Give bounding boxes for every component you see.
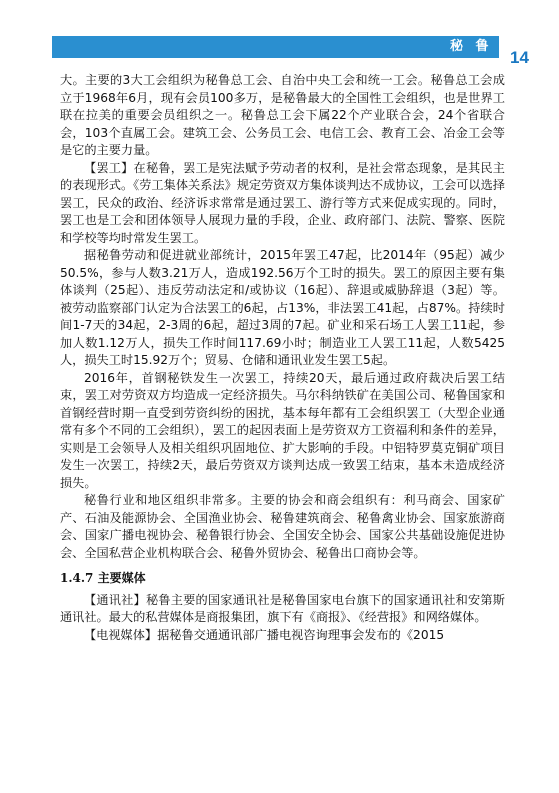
section-heading: 1.4.7 主要媒体 (60, 571, 146, 585)
paragraph-news-agency: 【通讯社】秘鲁主要的国家通讯社是秘鲁国家电台旗下的国家通讯社和安第斯通讯社。最大的私营媒体是商报集团，旗下有《商报》、《经营报》和网络媒体。 (60, 592, 505, 624)
paragraph-tv-media: 【电视媒体】据秘鲁交通通讯部广播电视咨询理事会发布的《2015 (84, 627, 445, 642)
paragraph-strike-stats: 据秘鲁劳动和促进就业部统计，2015年罢工47起，比2014年（95起）减少50.5%，参与人数3.21万人，造成192.56万个工时的损失。罢工的原因主要有集体谈判（25起）、违反劳动法定和/或协议（16起）、辞退或威胁辞退（3起）等。被劳动监察部门认定为合法罢工的6起，占13%，非法罢工41起，占87%。持续时间1-7天的34起，2-3周的6起，超过3周的7起。矿业和采石场工人罢工11起，参加人数1.12万人，损失工作时间117.69小时；制造业工人罢工11起，人数5425人，损失工时15.92万个；贸易、仓储和通讯业发生罢工5起。 (60, 248, 505, 367)
paragraph-2016-strikes: 2016年，首钢秘铁发生一次罢工，持续20天，最后通过政府裁决后罢工结束，罢工对劳资双方均造成一定经济损失。马尔科纳铁矿在美国公司、秘鲁国家和首钢经营时期一直受到劳资纠纷的困扰，基本每年都有工会组织罢工（大型企业通常有多个不同的工会组织），罢工的起因表面上是劳资双方工资福利和条件的差异，实则是工会领导人及相关组织巩固地位、扩大影响的手段。中铝特罗莫克铜矿项目发生一次罢工，持续2天，最后劳资双方谈判达成一致罢工结束，基本未造成经济损失。 (60, 370, 505, 490)
body-text (60, 72, 505, 644)
page-number: 14 (510, 48, 529, 67)
paragraph-associations: 秘鲁行业和地区组织非常多。主要的协会和商会组织有：利马商会、国家矿产、石油及能源协会、全国渔业协会、秘鲁建筑商会、秘鲁禽业协会、国家旅游商会、国家广播电视协会、秘鲁银行协会、全国安全协会、国家公共基础设施促进协会、全国私营企业机构联合会、秘鲁外贸协会、秘鲁出口商协会等。 (60, 493, 505, 560)
paragraph-strikes: 【罢工】在秘鲁，罢工是宪法赋予劳动者的权利，是社会常态现象，是其民主的表现形式。《劳工集体关系法》规定劳资双方集体谈判达不成协议，工会可以选择罢工，民众的政治、经济诉求常常是通过罢工、游行等方式来促成实现的。同时，罢工也是工会和团体领导人展现力量的手段，企业、政府部门、法院、警察、医院和学校等均时常发生罢工。 (60, 160, 505, 245)
header-bar (52, 36, 499, 58)
section-title: 秘 鲁 (450, 39, 493, 54)
paragraph-unions: 大。主要的3大工会组织为秘鲁总工会、自治中央工会和统一工会。秘鲁总工会成立于1968年6月，现有会员100多万，是秘鲁最大的全国性工会组织，也是世界工联在拉美的重要会员组织之一。秘鲁总工会下属22个产业联合会，24个省联合会，103个直属工会。建筑工会、公务员工会、电信工会、教育工会、冶金工会等是它的主要力量。 (60, 73, 505, 157)
